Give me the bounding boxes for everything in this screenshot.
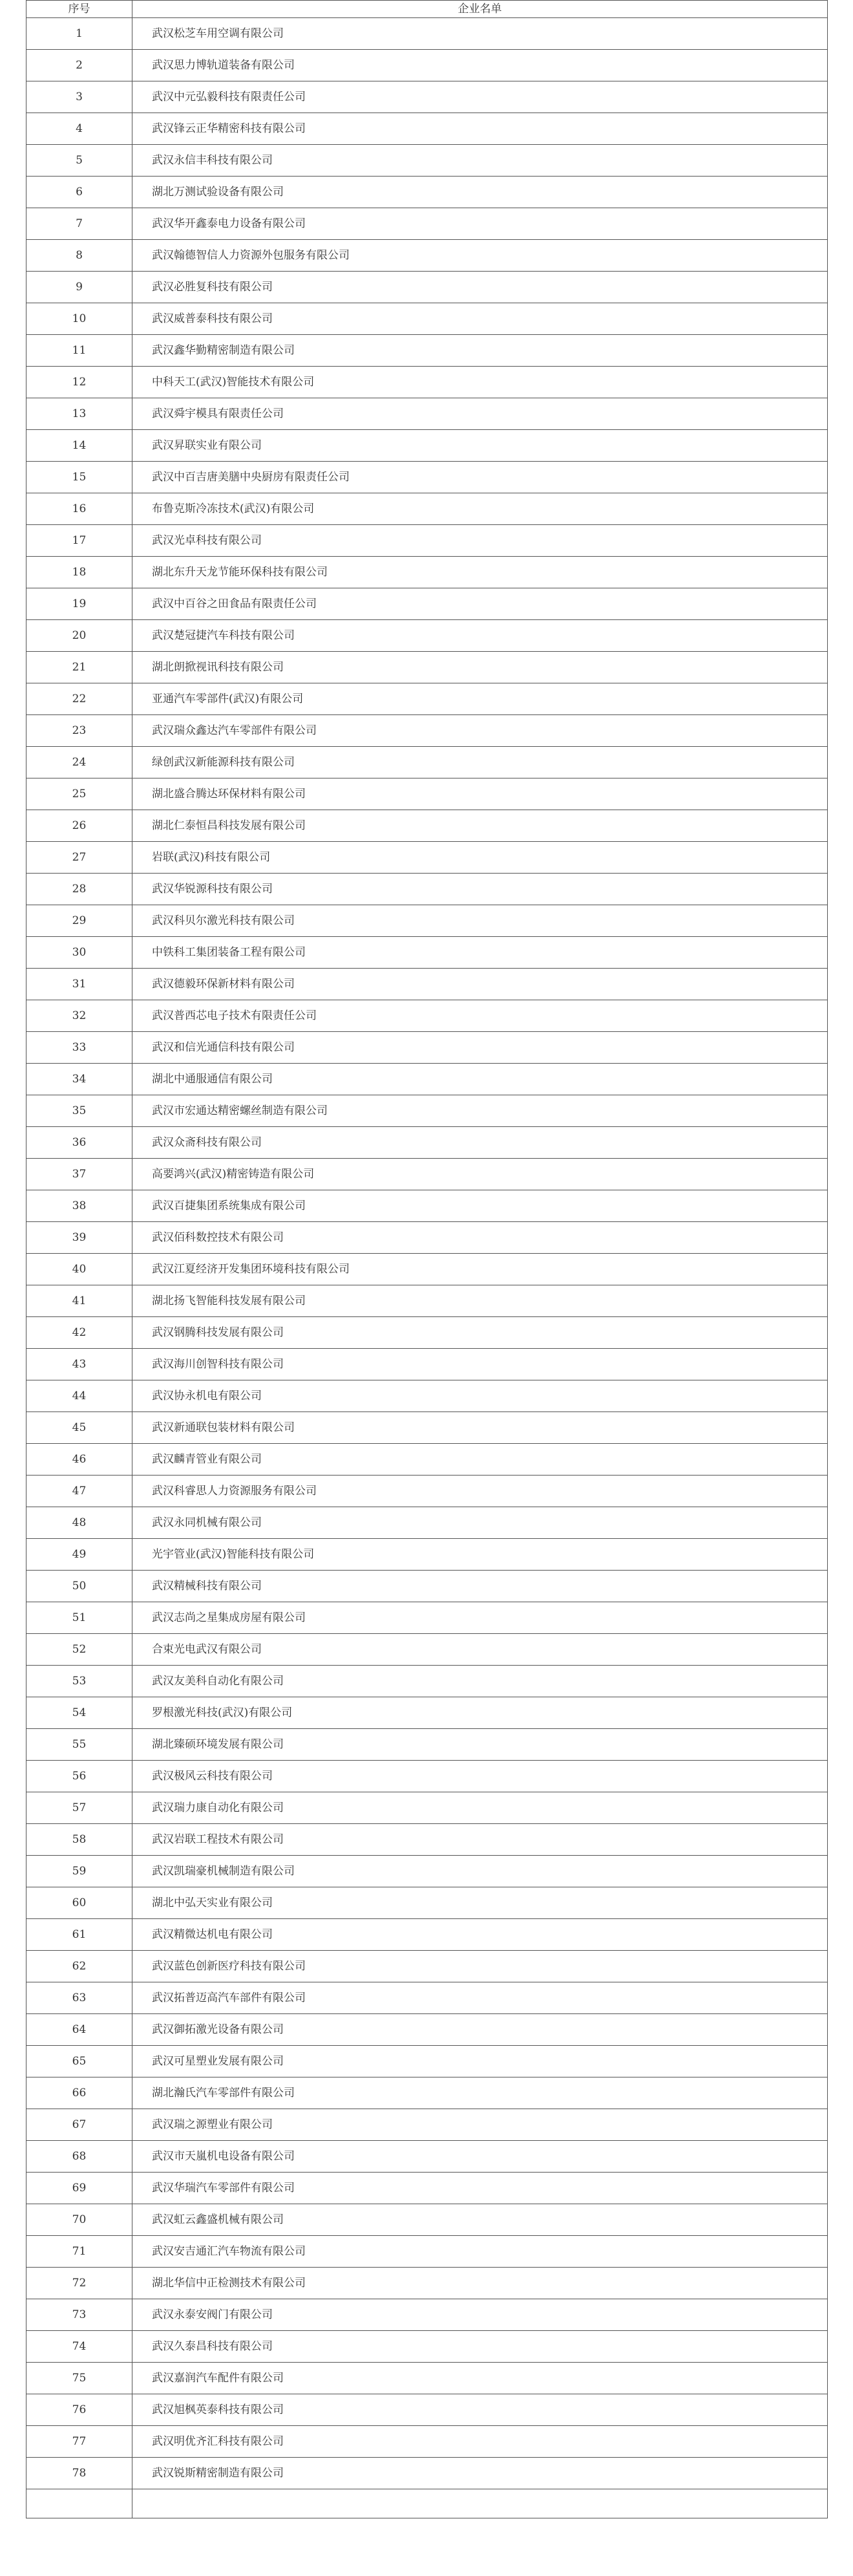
enterprise-name-cell: 武汉锐斯精密制造有限公司: [132, 2458, 828, 2489]
serial-number-cell: 9: [26, 272, 132, 303]
enterprise-name-cell: 武汉凯瑞豪机械制造有限公司: [132, 1856, 828, 1887]
serial-number-cell: 61: [26, 1919, 132, 1951]
enterprise-name-cell: 武汉翰德智信人力资源外包服务有限公司: [132, 240, 828, 272]
enterprise-name-cell: 武汉海川创智科技有限公司: [132, 1349, 828, 1380]
serial-number-cell: 1: [26, 18, 132, 50]
serial-number-cell: 72: [26, 2268, 132, 2299]
serial-number-cell: 42: [26, 1317, 132, 1349]
serial-number-cell: 22: [26, 683, 132, 715]
enterprise-name-cell: 合束光电武汉有限公司: [132, 1634, 828, 1666]
serial-number-cell: 71: [26, 2236, 132, 2268]
table-row: [26, 493, 828, 525]
table-row: [26, 525, 828, 557]
serial-number-cell: 3: [26, 81, 132, 113]
serial-number-cell: 13: [26, 398, 132, 430]
enterprise-name-cell: 武汉市天嵐机电设备有限公司: [132, 2141, 828, 2173]
table-row: [26, 1444, 828, 1476]
table-row: [26, 1190, 828, 1222]
serial-number-cell: 70: [26, 2204, 132, 2236]
serial-number-cell: 7: [26, 208, 132, 240]
enterprise-name-cell: 武汉友美科自动化有限公司: [132, 1666, 828, 1697]
enterprise-name-cell: 武汉华锐源科技有限公司: [132, 874, 828, 905]
serial-number-cell: 29: [26, 905, 132, 937]
enterprise-name-cell: 湖北华信中正检测技术有限公司: [132, 2268, 828, 2299]
table-row: [26, 1602, 828, 1634]
enterprise-name-cell: 湖北中弘天实业有限公司: [132, 1887, 828, 1919]
enterprise-name-cell: 武汉舜宇模具有限责任公司: [132, 398, 828, 430]
serial-number-cell: 57: [26, 1792, 132, 1824]
serial-number-cell: 5: [26, 145, 132, 177]
table-row: [26, 335, 828, 367]
serial-number-cell: 38: [26, 1190, 132, 1222]
serial-number-cell: 27: [26, 842, 132, 874]
serial-number-cell: 30: [26, 937, 132, 969]
serial-number-cell: 78: [26, 2458, 132, 2489]
table-row: [26, 2014, 828, 2046]
enterprise-name-cell: 武汉松芝车用空调有限公司: [132, 18, 828, 50]
table-row: [26, 2331, 828, 2363]
serial-number-cell: 25: [26, 778, 132, 810]
serial-number-cell: 34: [26, 1064, 132, 1095]
table-row: [26, 1285, 828, 1317]
table-row: [26, 177, 828, 208]
serial-number-cell: 16: [26, 493, 132, 525]
serial-number-cell: 37: [26, 1159, 132, 1190]
enterprise-name-cell: 湖北朗掀视讯科技有限公司: [132, 652, 828, 683]
serial-number-cell: 8: [26, 240, 132, 272]
table-row: [26, 620, 828, 652]
enterprise-name-cell: 武汉拓普迈高汽车部件有限公司: [132, 1982, 828, 2014]
table-row: [26, 905, 828, 937]
serial-number-cell: 10: [26, 303, 132, 335]
serial-number-cell: 48: [26, 1507, 132, 1539]
enterprise-name-cell: 武汉昇联实业有限公司: [132, 430, 828, 462]
enterprise-name-cell: 中铁科工集团装备工程有限公司: [132, 937, 828, 969]
enterprise-name-cell: 湖北万测试验设备有限公司: [132, 177, 828, 208]
enterprise-name-cell: 武汉新通联包装材料有限公司: [132, 1412, 828, 1444]
serial-number-cell: 41: [26, 1285, 132, 1317]
serial-number-cell: 67: [26, 2109, 132, 2141]
serial-number-cell: 50: [26, 1571, 132, 1602]
enterprise-name-cell: 武汉德毅环保新材料有限公司: [132, 969, 828, 1000]
enterprise-name-cell: 武汉精械科技有限公司: [132, 1571, 828, 1602]
table-row: [26, 398, 828, 430]
enterprise-name-cell: 武汉中百谷之田食品有限责任公司: [132, 588, 828, 620]
serial-number-cell: 77: [26, 2426, 132, 2458]
enterprise-name-cell: 武汉中百吉唐美膳中央厨房有限责任公司: [132, 462, 828, 493]
enterprise-name-cell: 光宇管业(武汉)智能科技有限公司: [132, 1539, 828, 1571]
enterprise-name-cell: 武汉御拓激光设备有限公司: [132, 2014, 828, 2046]
enterprise-name-cell: 湖北盛合腾达环保材料有限公司: [132, 778, 828, 810]
serial-number-cell: 21: [26, 652, 132, 683]
serial-number-cell: 20: [26, 620, 132, 652]
enterprise-name-cell: 武汉虹云鑫盛机械有限公司: [132, 2204, 828, 2236]
table-row: [26, 1317, 828, 1349]
enterprise-name-cell: 武汉楚冠捷汽车科技有限公司: [132, 620, 828, 652]
table-header-row: [26, 1, 828, 18]
serial-number-cell: 75: [26, 2363, 132, 2394]
enterprise-name-cell: 武汉佰科数控技术有限公司: [132, 1222, 828, 1254]
enterprise-name-cell: 罗根激光科技(武汉)有限公司: [132, 1697, 828, 1729]
table-row: [26, 1507, 828, 1539]
enterprise-name-cell: 武汉志尚之星集成房屋有限公司: [132, 1602, 828, 1634]
table-row: [26, 2077, 828, 2109]
table-row: [26, 462, 828, 493]
serial-number-cell: 18: [26, 557, 132, 588]
table-row: [26, 430, 828, 462]
column-header-serial-number: 序号: [26, 1, 132, 18]
enterprise-name-cell: 高要鸿兴(武汉)精密铸造有限公司: [132, 1159, 828, 1190]
enterprise-name-cell: 武汉众斋科技有限公司: [132, 1127, 828, 1159]
serial-number-cell: 32: [26, 1000, 132, 1032]
enterprise-name-cell: 武汉岩联工程技术有限公司: [132, 1824, 828, 1856]
serial-number-cell: 11: [26, 335, 132, 367]
table-row: [26, 1982, 828, 2014]
enterprise-name-cell: 武汉江夏经济开发集团环境科技有限公司: [132, 1254, 828, 1285]
serial-number-cell: 69: [26, 2173, 132, 2204]
table-body: [26, 18, 828, 2489]
serial-number-cell: 43: [26, 1349, 132, 1380]
enterprise-name-cell: 武汉科睿思人力资源服务有限公司: [132, 1476, 828, 1507]
table-row: [26, 367, 828, 398]
serial-number-cell: 31: [26, 969, 132, 1000]
table-row: [26, 652, 828, 683]
serial-number-cell: 36: [26, 1127, 132, 1159]
enterprise-name-cell: 武汉钢腾科技发展有限公司: [132, 1317, 828, 1349]
table-row: [26, 557, 828, 588]
table-row: [26, 1824, 828, 1856]
serial-number-cell: 54: [26, 1697, 132, 1729]
enterprise-name-cell: 武汉锋云正华精密科技有限公司: [132, 113, 828, 145]
serial-number-cell: 46: [26, 1444, 132, 1476]
table-row: [26, 2141, 828, 2173]
enterprise-name-cell: 武汉鑫华勤精密制造有限公司: [132, 335, 828, 367]
enterprise-name-cell: 武汉科贝尔激光科技有限公司: [132, 905, 828, 937]
enterprise-list-sheet: [26, 0, 827, 2518]
table-row: [26, 2204, 828, 2236]
serial-number-cell: 4: [26, 113, 132, 145]
serial-number-cell: 58: [26, 1824, 132, 1856]
serial-number-cell: 64: [26, 2014, 132, 2046]
table-row: [26, 2109, 828, 2141]
serial-number-cell: 56: [26, 1761, 132, 1792]
serial-number-cell: 40: [26, 1254, 132, 1285]
serial-number-cell: 17: [26, 525, 132, 557]
table-row: [26, 81, 828, 113]
table-row: [26, 2173, 828, 2204]
enterprise-name-cell: 湖北扬飞智能科技发展有限公司: [132, 1285, 828, 1317]
serial-number-cell: 74: [26, 2331, 132, 2363]
serial-number-cell: 59: [26, 1856, 132, 1887]
table-row: [26, 1571, 828, 1602]
serial-number-cell: 62: [26, 1951, 132, 1982]
table-row: [26, 1761, 828, 1792]
enterprise-name-cell: 武汉威普泰科技有限公司: [132, 303, 828, 335]
enterprise-name-cell: 中科天工(武汉)智能技术有限公司: [132, 367, 828, 398]
table-row: [26, 1000, 828, 1032]
enterprise-name-cell: 湖北东升天龙节能环保科技有限公司: [132, 557, 828, 588]
enterprise-name-cell: 湖北臻硕环境发展有限公司: [132, 1729, 828, 1761]
serial-number-cell: 26: [26, 810, 132, 842]
enterprise-name-cell: 武汉必胜复科技有限公司: [132, 272, 828, 303]
table-row: [26, 1539, 828, 1571]
enterprise-name-cell: 武汉明优齐汇科技有限公司: [132, 2426, 828, 2458]
table-row: [26, 1412, 828, 1444]
table-row: [26, 683, 828, 715]
table-row: [26, 1095, 828, 1127]
table-row: [26, 1349, 828, 1380]
table-row: [26, 969, 828, 1000]
serial-number-cell: 47: [26, 1476, 132, 1507]
table-row: [26, 1792, 828, 1824]
table-row: [26, 272, 828, 303]
enterprise-name-cell: 湖北仁泰恒昌科技发展有限公司: [132, 810, 828, 842]
table-row: [26, 1476, 828, 1507]
serial-number-cell: 49: [26, 1539, 132, 1571]
enterprise-name-cell: 武汉麟青管业有限公司: [132, 1444, 828, 1476]
table-row: [26, 778, 828, 810]
serial-number-cell: 2: [26, 50, 132, 81]
table-row: [26, 1064, 828, 1095]
enterprise-name-cell: 武汉中元弘毅科技有限责任公司: [132, 81, 828, 113]
serial-number-cell: 28: [26, 874, 132, 905]
enterprise-name-cell: 武汉协永机电有限公司: [132, 1380, 828, 1412]
enterprise-name-cell: 武汉市宏通达精密螺丝制造有限公司: [132, 1095, 828, 1127]
serial-number-cell: 65: [26, 2046, 132, 2077]
table-row: [26, 303, 828, 335]
serial-number-cell: 45: [26, 1412, 132, 1444]
enterprise-name-cell: 武汉久泰昌科技有限公司: [132, 2331, 828, 2363]
serial-number-cell: 24: [26, 747, 132, 778]
table-row: [26, 2236, 828, 2268]
blank-cell-serial: [26, 2489, 132, 2518]
table-row: [26, 2394, 828, 2426]
blank-cell-name: [132, 2489, 828, 2518]
enterprise-name-cell: 武汉永泰安阀门有限公司: [132, 2299, 828, 2331]
enterprise-name-cell: 武汉瑞力康自动化有限公司: [132, 1792, 828, 1824]
enterprise-name-cell: 武汉和信光通信科技有限公司: [132, 1032, 828, 1064]
enterprise-name-cell: 武汉精微达机电有限公司: [132, 1919, 828, 1951]
enterprise-name-cell: 湖北瀚氏汽车零部件有限公司: [132, 2077, 828, 2109]
column-header-enterprise-name: 企业名单: [132, 1, 828, 18]
enterprise-name-cell: 武汉旭枫英泰科技有限公司: [132, 2394, 828, 2426]
enterprise-name-cell: 岩联(武汉)科技有限公司: [132, 842, 828, 874]
table-row: [26, 2268, 828, 2299]
table-row: [26, 2426, 828, 2458]
table-row: [26, 2458, 828, 2489]
enterprise-name-cell: 武汉瑞之源塑业有限公司: [132, 2109, 828, 2141]
table-row: [26, 18, 828, 50]
enterprise-name-cell: 武汉永信丰科技有限公司: [132, 145, 828, 177]
enterprise-name-cell: 武汉永同机械有限公司: [132, 1507, 828, 1539]
enterprise-name-cell: 绿创武汉新能源科技有限公司: [132, 747, 828, 778]
enterprise-name-cell: 武汉可星塑业发展有限公司: [132, 2046, 828, 2077]
table-row: [26, 2046, 828, 2077]
table-row: [26, 1919, 828, 1951]
serial-number-cell: 33: [26, 1032, 132, 1064]
table-row: [26, 113, 828, 145]
table-row: [26, 1951, 828, 1982]
serial-number-cell: 68: [26, 2141, 132, 2173]
enterprise-name-cell: 武汉安吉通汇汽车物流有限公司: [132, 2236, 828, 2268]
enterprise-name-cell: 武汉极风云科技有限公司: [132, 1761, 828, 1792]
enterprise-name-cell: 武汉瑞众鑫达汽车零部件有限公司: [132, 715, 828, 747]
enterprise-name-cell: 布鲁克斯冷冻技术(武汉)有限公司: [132, 493, 828, 525]
serial-number-cell: 66: [26, 2077, 132, 2109]
table-row: [26, 208, 828, 240]
table-row: [26, 1222, 828, 1254]
enterprise-name-cell: 武汉思力博轨道装备有限公司: [132, 50, 828, 81]
table-row: [26, 1634, 828, 1666]
table-row: [26, 1729, 828, 1761]
enterprise-name-cell: 武汉嘉润汽车配件有限公司: [132, 2363, 828, 2394]
serial-number-cell: 6: [26, 177, 132, 208]
serial-number-cell: 55: [26, 1729, 132, 1761]
table-row: [26, 588, 828, 620]
table-row: [26, 2363, 828, 2394]
table-row: [26, 1159, 828, 1190]
serial-number-cell: 53: [26, 1666, 132, 1697]
serial-number-cell: 73: [26, 2299, 132, 2331]
table-row: [26, 1887, 828, 1919]
table-row: [26, 1127, 828, 1159]
table-row: [26, 145, 828, 177]
table-row: [26, 810, 828, 842]
table-row: [26, 1856, 828, 1887]
enterprise-name-cell: 武汉华开鑫泰电力设备有限公司: [132, 208, 828, 240]
serial-number-cell: 63: [26, 1982, 132, 2014]
enterprise-name-cell: 武汉华瑞汽车零部件有限公司: [132, 2173, 828, 2204]
table-blank-row: [26, 2489, 828, 2518]
serial-number-cell: 44: [26, 1380, 132, 1412]
serial-number-cell: 52: [26, 1634, 132, 1666]
enterprise-list-table: [26, 0, 828, 2518]
table-row: [26, 1032, 828, 1064]
serial-number-cell: 39: [26, 1222, 132, 1254]
table-row: [26, 1666, 828, 1697]
serial-number-cell: 19: [26, 588, 132, 620]
table-row: [26, 715, 828, 747]
serial-number-cell: 12: [26, 367, 132, 398]
table-row: [26, 240, 828, 272]
table-row: [26, 937, 828, 969]
enterprise-name-cell: 亚通汽车零部件(武汉)有限公司: [132, 683, 828, 715]
serial-number-cell: 35: [26, 1095, 132, 1127]
table-row: [26, 1254, 828, 1285]
serial-number-cell: 23: [26, 715, 132, 747]
table-row: [26, 747, 828, 778]
serial-number-cell: 60: [26, 1887, 132, 1919]
enterprise-name-cell: 武汉光卓科技有限公司: [132, 525, 828, 557]
table-row: [26, 842, 828, 874]
enterprise-name-cell: 武汉蓝色创新医疗科技有限公司: [132, 1951, 828, 1982]
table-row: [26, 50, 828, 81]
serial-number-cell: 76: [26, 2394, 132, 2426]
table-row: [26, 1697, 828, 1729]
serial-number-cell: 15: [26, 462, 132, 493]
enterprise-name-cell: 湖北中通服通信有限公司: [132, 1064, 828, 1095]
table-row: [26, 874, 828, 905]
serial-number-cell: 14: [26, 430, 132, 462]
table-row: [26, 2299, 828, 2331]
enterprise-name-cell: 武汉百捷集团系统集成有限公司: [132, 1190, 828, 1222]
enterprise-name-cell: 武汉普西芯电子技术有限责任公司: [132, 1000, 828, 1032]
table-row: [26, 1380, 828, 1412]
serial-number-cell: 51: [26, 1602, 132, 1634]
